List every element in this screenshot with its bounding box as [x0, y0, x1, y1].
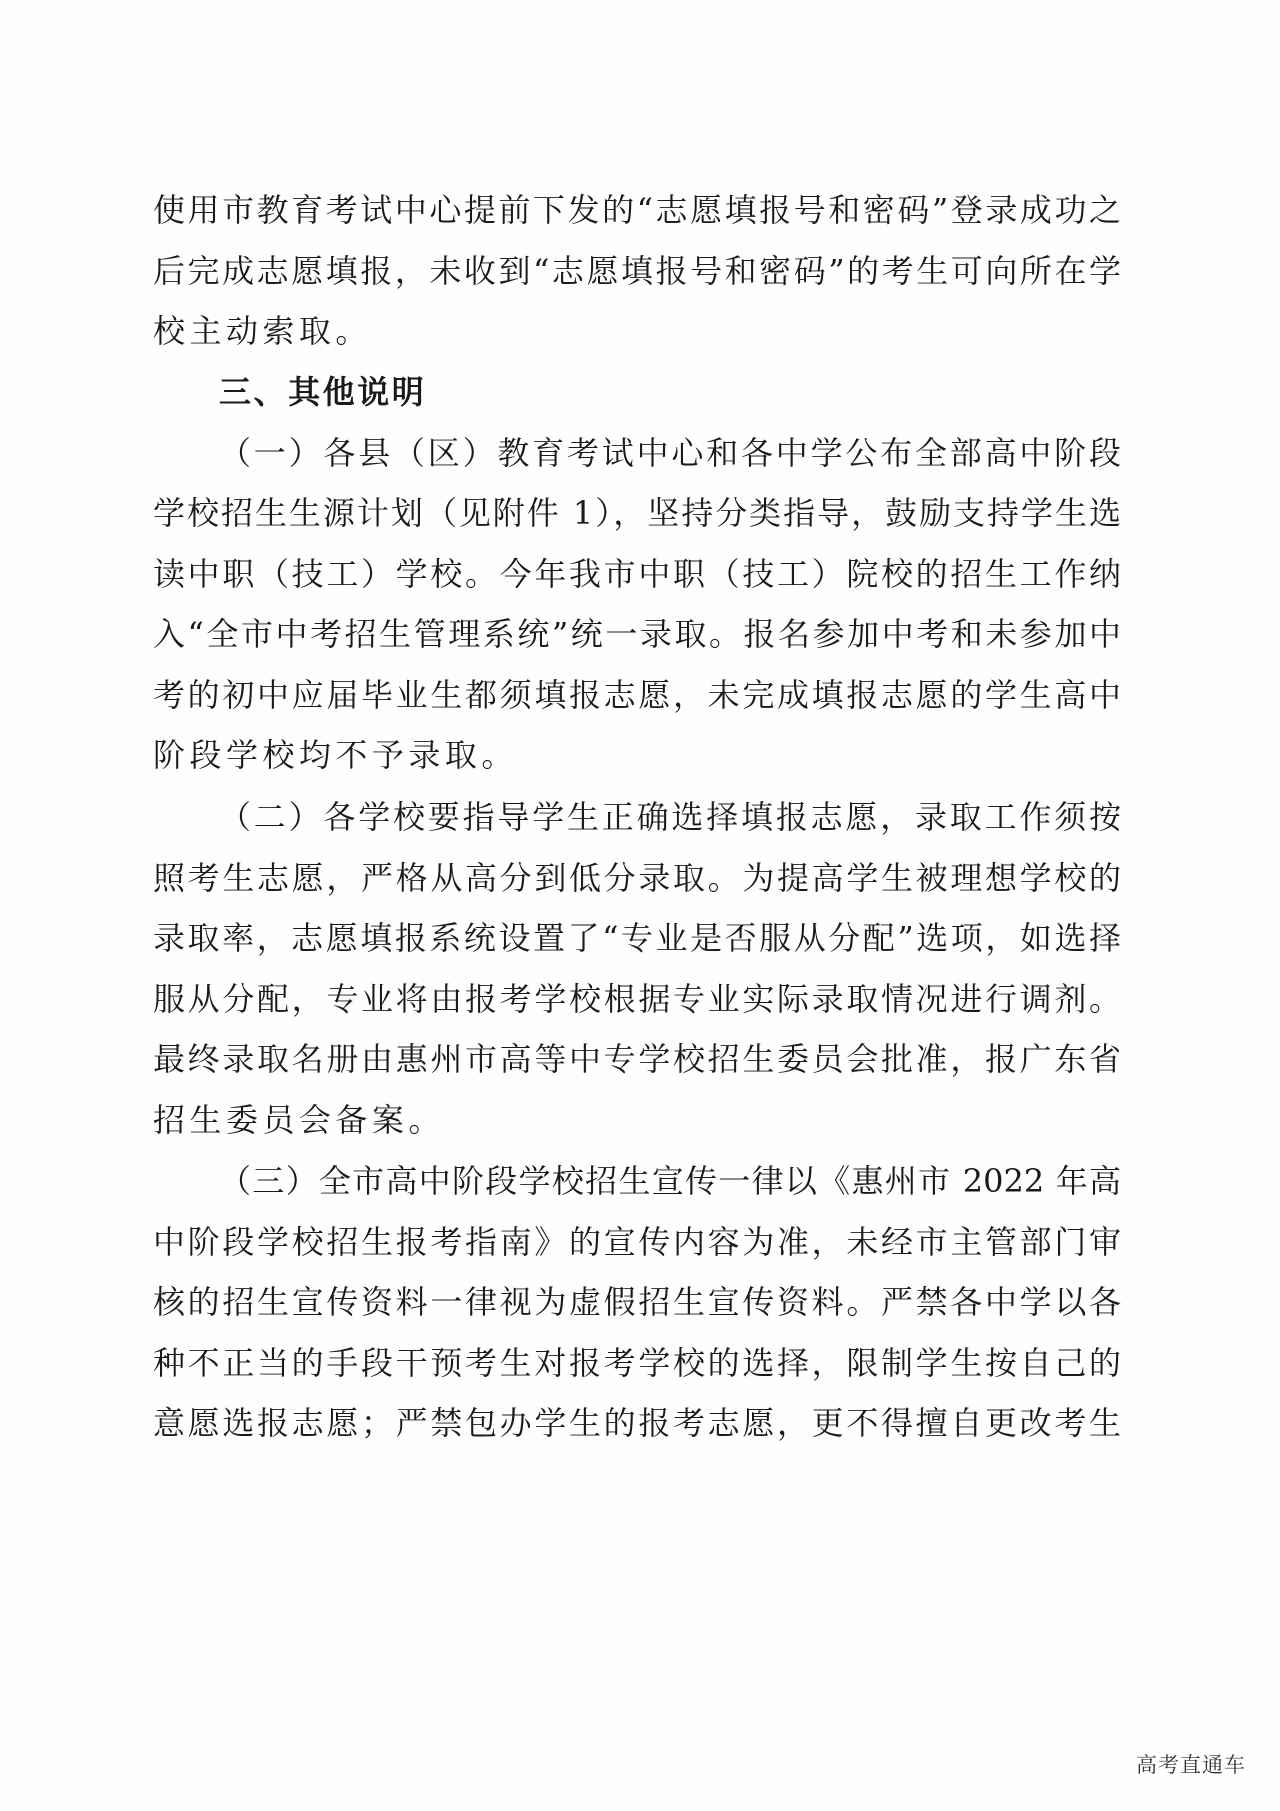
watermark-text: 高考直通车: [1136, 1753, 1246, 1777]
paragraph-line: 录取率，志愿填报系统设置了“专业是否服从分配”选项，如选择: [153, 919, 1121, 957]
paragraph-line: 最终录取名册由惠州市高等中专学校招生委员会批准，报广东省: [153, 1040, 1121, 1078]
paragraph-line: 中阶段学校招生报考指南》的宣传内容为准，未经市主管部门审: [153, 1223, 1121, 1261]
paragraph-line: 校主动索取。: [153, 312, 372, 350]
paragraph-line: 使用市教育考试中心提前下发的“志愿填报号和密码”登录成功之: [153, 191, 1121, 229]
paragraph-line: 照考生志愿，严格从高分到低分录取。为提高学生被理想学校的: [153, 859, 1121, 897]
paragraph-line: 意愿选报志愿；严禁包办学生的报考志愿，更不得擅自更改考生: [153, 1404, 1121, 1442]
paragraph-line: 种不正当的手段干预考生对报考学校的选择，限制学生按自己的: [153, 1344, 1121, 1382]
paragraph-line: 服从分配，专业将由报考学校根据专业实际录取情况进行调剂。: [153, 980, 1121, 1018]
paragraph-line: （二）各学校要指导学生正确选择填报志愿，录取工作须按: [219, 798, 1121, 836]
paragraph-line: 后完成志愿填报，未收到“志愿填报号和密码”的考生可向所在学: [153, 252, 1121, 290]
paragraph-line: 核的招生宣传资料一律视为虚假招生宣传资料。严禁各中学以各: [153, 1283, 1121, 1321]
paragraph-line: （三）全市高中阶段学校招生宣传一律以《惠州市 2022 年高: [219, 1162, 1121, 1200]
paragraph-line: 招生委员会备案。: [153, 1101, 445, 1139]
paragraph-line: 阶段学校均不予录取。: [153, 736, 518, 774]
paragraph-line: （一）各县（区）教育考试中心和各中学公布全部高中阶段: [219, 434, 1121, 472]
paragraph-line: 学校招生生源计划（见附件 1），坚持分类指导，鼓励支持学生选: [153, 494, 1121, 532]
section-heading: 三、其他说明: [219, 373, 427, 411]
paragraph-line: 考的初中应届毕业生都须填报志愿，未完成填报志愿的学生高中: [153, 676, 1121, 714]
paragraph-line: 入“全市中考招生管理系统”统一录取。报名参加中考和未参加中: [153, 615, 1121, 653]
paragraph-line: 读中职（技工）学校。今年我市中职（技工）院校的招生工作纳: [153, 555, 1121, 593]
